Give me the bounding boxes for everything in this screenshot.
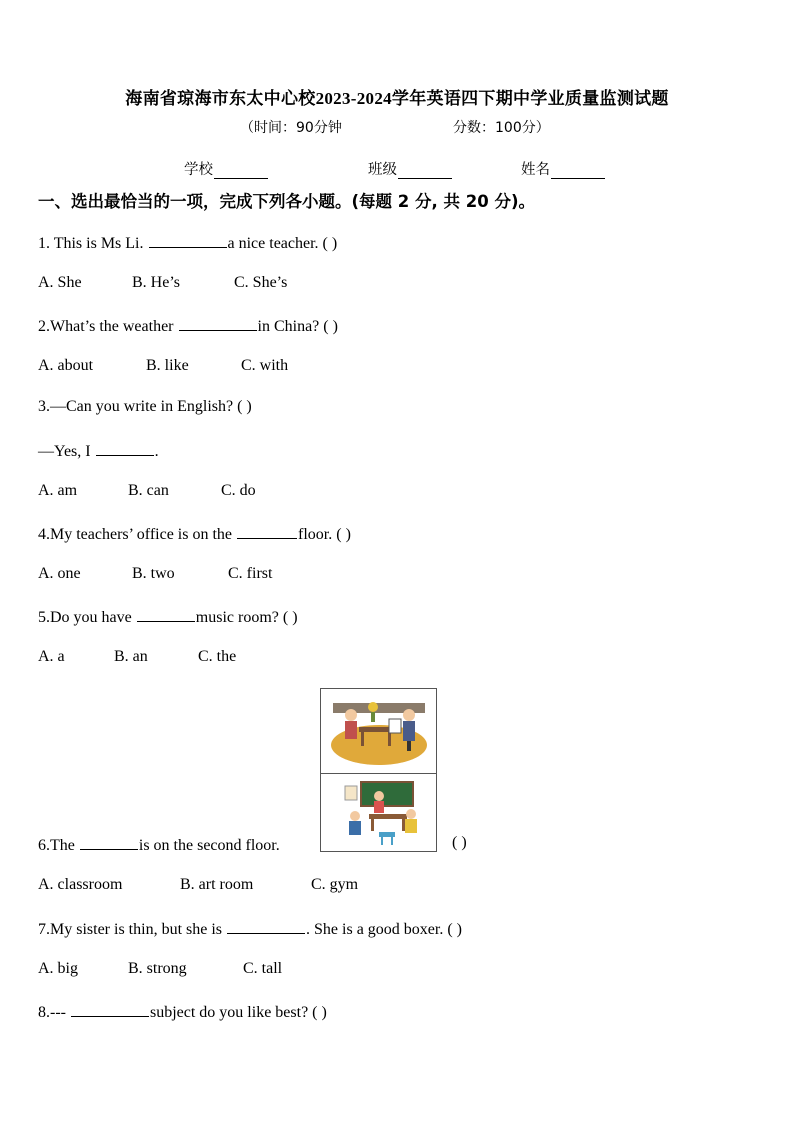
question-8 [38, 1001, 327, 1022]
name-label: 姓名 [521, 162, 550, 178]
question-text: 8.--- [38, 1004, 70, 1021]
option-a[interactable]: A. am [38, 482, 78, 499]
name-blank[interactable] [551, 162, 605, 179]
answer-blank[interactable] [179, 315, 257, 331]
class-field[interactable] [368, 158, 452, 179]
option-c[interactable]: C. first [228, 565, 273, 582]
option-a[interactable]: A. one [38, 565, 81, 582]
option-b[interactable]: B. He’s [132, 274, 180, 291]
option-b[interactable]: B. can [128, 482, 169, 499]
options-1 [38, 274, 287, 292]
question-1 [38, 232, 337, 253]
answer-blank[interactable] [237, 523, 297, 539]
exam-time: （时间：90分钟 [240, 120, 342, 136]
question-4 [38, 523, 351, 544]
answer-blank[interactable] [80, 834, 138, 850]
option-b[interactable]: B. two [132, 565, 175, 582]
exam-title: 海南省琼海市东太中心校2023-2024学年英语四下期中学业质量监测试题 [125, 89, 669, 108]
option-b[interactable]: B. art room [180, 876, 254, 893]
option-c[interactable]: C. do [221, 482, 256, 499]
question-text: a nice teacher. ( ) [227, 235, 338, 252]
option-b[interactable]: B. like [146, 357, 189, 374]
question-2 [38, 315, 338, 336]
answer-blank[interactable] [96, 440, 154, 456]
classroom-illustration [321, 774, 436, 851]
question-text: subject do you like best? ( ) [149, 1004, 327, 1021]
option-a[interactable]: A. big [38, 960, 78, 977]
answer-blank[interactable] [149, 232, 227, 248]
question-6 [38, 834, 280, 855]
options-3 [38, 482, 256, 500]
question-text: in China? ( ) [257, 318, 338, 335]
option-a[interactable]: A. about [38, 357, 94, 374]
question-3: 3.—Can you write in English? ( ) [38, 398, 252, 415]
answer-blank[interactable] [137, 606, 195, 622]
option-a[interactable]: A. classroom [38, 876, 123, 893]
options-6 [38, 876, 358, 894]
option-c[interactable]: C. the [198, 648, 237, 665]
question-3-answer-line [38, 440, 159, 461]
option-c[interactable]: C. gym [311, 876, 359, 893]
school-label: 学校 [184, 162, 213, 178]
school-field[interactable] [184, 158, 268, 179]
name-field[interactable] [521, 158, 605, 179]
option-a[interactable]: A. a [38, 648, 65, 665]
question-text: 5.Do you have [38, 609, 136, 626]
question-text: 7.My sister is thin, but she is [38, 921, 227, 938]
question-7 [38, 918, 462, 939]
option-b[interactable]: B. strong [128, 960, 187, 977]
question-text: . [154, 443, 159, 460]
class-label: 班级 [368, 162, 397, 178]
answer-blank[interactable] [227, 918, 305, 934]
question-5 [38, 606, 298, 627]
question-text: 4.My teachers’ office is on the [38, 526, 237, 543]
question-text: 1. This is Ms Li. [38, 235, 148, 252]
exam-score: 分数：100分） [453, 120, 550, 136]
question-text: 2.What’s the weather [38, 318, 178, 335]
option-c[interactable]: C. tall [243, 960, 283, 977]
art-room-illustration [321, 689, 436, 773]
section-heading: 一、选出最恰当的一项，完成下列各小题。(每题 2 分, 共 20 分)。 [38, 192, 536, 211]
options-7 [38, 960, 282, 978]
option-c[interactable]: C. She’s [234, 274, 288, 291]
school-blank[interactable] [214, 162, 268, 179]
answer-paren: ( ) [452, 834, 467, 851]
answer-blank[interactable] [71, 1001, 149, 1017]
question-text: floor. ( ) [298, 526, 351, 543]
question-text: . She is a good boxer. ( ) [306, 921, 462, 938]
class-blank[interactable] [398, 162, 452, 179]
option-c[interactable]: C. with [241, 357, 289, 374]
question-text: 6.The [38, 837, 79, 854]
options-4 [38, 565, 272, 583]
options-2 [38, 357, 288, 375]
option-a[interactable]: A. She [38, 274, 82, 291]
question-text: is on the second floor. [138, 837, 280, 854]
question-text: music room? ( ) [195, 609, 298, 626]
question-6-picture [320, 688, 437, 852]
options-5 [38, 648, 236, 666]
option-b[interactable]: B. an [114, 648, 148, 665]
question-text: —Yes, I [38, 443, 95, 460]
